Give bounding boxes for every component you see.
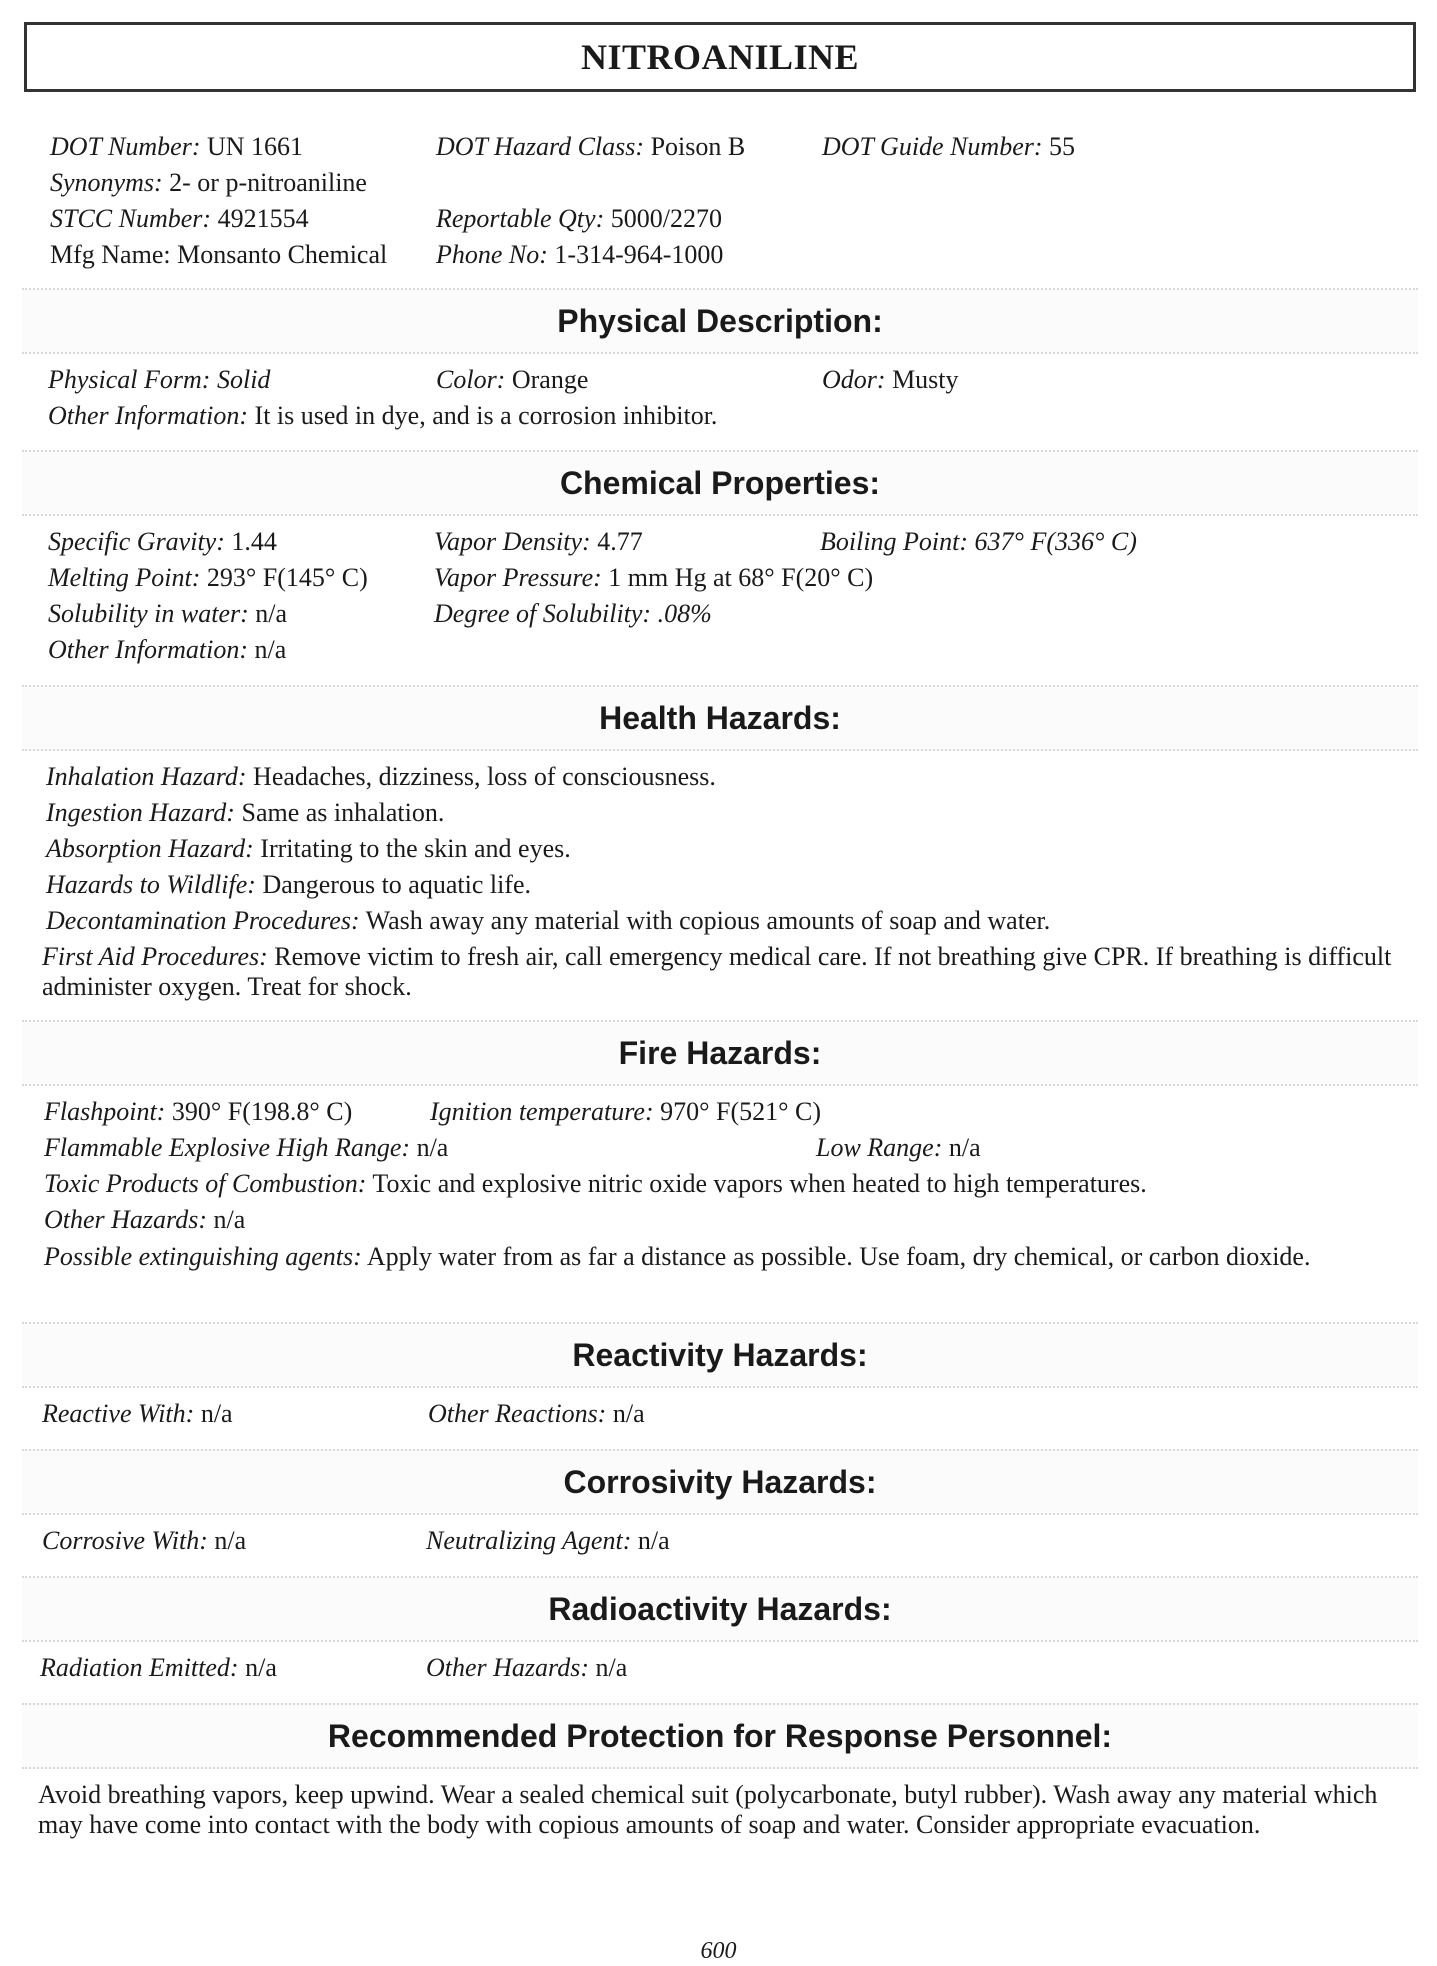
- toxic-products-of-combustion: Toxic Products of Combustion: Toxic and explosive nitric oxide vapors when heated to high temperatures.: [44, 1169, 1147, 1198]
- physical-form: Physical Form: Solid: [48, 365, 271, 394]
- hazards-to-wildlife: Hazards to Wildlife: Dangerous to aquatic life.: [46, 870, 532, 899]
- dot-hazard-class: DOT Hazard Class: Poison B: [436, 132, 746, 161]
- possible-extinguishing-agents: Possible extinguishing agents: Apply water from as far a distance as possible. Use foam, dry chemical, or carbon dioxide.: [44, 1242, 1311, 1271]
- ignition-temperature: Ignition temperature: 970° F(521° C): [430, 1097, 822, 1126]
- first-aid-procedures: First Aid Procedures: Remove victim to fresh air, call emergency medical care. If not breathing give CPR. If breathing is difficult administer oxygen. Treat for shock.: [42, 942, 1392, 1001]
- reactivity-row: [0, 1397, 1437, 1431]
- ingestion-hazard: Ingestion Hazard: Same as inhalation.: [46, 798, 445, 827]
- radiation-emitted: Radiation Emitted: n/a: [40, 1653, 277, 1682]
- health-hazards-heading: Health Hazards:: [22, 685, 1418, 751]
- recommended-protection-text: Avoid breathing vapors, keep upwind. Wear a sealed chemical suit (polycarbonate, butyl rubber). Wash away any material which may have come into contact with the body with copious amounts of soap and water. Consider appropriate evacuation.: [38, 1780, 1378, 1839]
- physical-row-2: [0, 399, 1437, 433]
- fire-other-hazards: Other Hazards: n/a: [44, 1205, 246, 1234]
- flashpoint: Flashpoint: 390° F(198.8° C): [44, 1097, 353, 1126]
- health-row-2: [0, 796, 1437, 830]
- flammable-explosive-high-range: Flammable Explosive High Range: n/a: [44, 1133, 449, 1162]
- inhalation-hazard: Inhalation Hazard: Headaches, dizziness, loss of consciousness.: [46, 762, 716, 791]
- decontamination-procedures: Decontamination Procedures: Wash away any material with copious amounts of soap and water.: [46, 906, 1051, 935]
- reactive-with: Reactive With: n/a: [42, 1399, 233, 1428]
- page-title: NITROANILINE: [580, 37, 860, 77]
- fire-row-3: [0, 1167, 1437, 1201]
- stcc-number: STCC Number: 4921554: [50, 204, 309, 233]
- physical-row-1: [0, 363, 1437, 397]
- chemical-row-2: [0, 561, 1437, 595]
- info-row-4: [0, 238, 1437, 272]
- fire-row-1: [0, 1095, 1437, 1129]
- corrosivity-row: [0, 1524, 1437, 1558]
- absorption-hazard: Absorption Hazard: Irritating to the skin and eyes.: [46, 834, 571, 863]
- dot-number: DOT Number: UN 1661: [50, 132, 304, 161]
- title-box: [24, 22, 1416, 92]
- other-reactions: Other Reactions: n/a: [428, 1399, 645, 1428]
- health-row-3: [0, 832, 1437, 866]
- chemical-properties-heading: Chemical Properties:: [22, 450, 1418, 516]
- chemical-row-1: [0, 525, 1437, 559]
- neutralizing-agent: Neutralizing Agent: n/a: [426, 1526, 670, 1555]
- dot-guide-number: DOT Guide Number: 55: [822, 132, 1076, 161]
- health-row-4: [0, 868, 1437, 902]
- degree-of-solubility: Degree of Solubility: .08%: [434, 599, 712, 628]
- fire-hazards-heading: Fire Hazards:: [22, 1020, 1418, 1086]
- phone-no: Phone No: 1-314-964-1000: [436, 240, 724, 269]
- chemical-other-information: Other Information: n/a: [48, 635, 287, 664]
- radioactivity-hazards-heading: Radioactivity Hazards:: [22, 1576, 1418, 1642]
- radioactivity-other-hazards: Other Hazards: n/a: [426, 1653, 628, 1682]
- health-row-5: [0, 904, 1437, 938]
- info-row-1: [0, 130, 1437, 164]
- page-number: 600: [700, 1938, 737, 1964]
- info-row-3: [0, 202, 1437, 236]
- specific-gravity: Specific Gravity: 1.44: [48, 527, 277, 556]
- fire-row-4: [0, 1203, 1437, 1237]
- reportable-qty: Reportable Qty: 5000/2270: [436, 204, 722, 233]
- melting-point: Melting Point: 293° F(145° C): [48, 563, 368, 592]
- color: Color: Orange: [436, 365, 589, 394]
- corrosivity-hazards-heading: Corrosivity Hazards:: [22, 1449, 1418, 1515]
- corrosive-with: Corrosive With: n/a: [42, 1526, 247, 1555]
- fire-row-2: [0, 1131, 1437, 1165]
- radioactivity-row: [0, 1651, 1437, 1685]
- chemical-row-3: [0, 597, 1437, 631]
- physical-other-information: Other Information: It is used in dye, and is a corrosion inhibitor.: [48, 401, 718, 430]
- solubility-in-water: Solubility in water: n/a: [48, 599, 288, 628]
- info-row-2: [0, 166, 1437, 200]
- physical-description-heading: Physical Description:: [22, 288, 1418, 354]
- synonyms: Synonyms: 2- or p-nitroaniline: [50, 168, 367, 197]
- odor: Odor: Musty: [822, 365, 959, 394]
- chemical-row-4: [0, 633, 1437, 667]
- vapor-pressure: Vapor Pressure: 1 mm Hg at 68° F(20° C): [434, 563, 874, 592]
- low-range: Low Range: n/a: [816, 1133, 981, 1162]
- vapor-density: Vapor Density: 4.77: [434, 527, 643, 556]
- reactivity-hazards-heading: Reactivity Hazards:: [22, 1322, 1418, 1388]
- mfg-name: Mfg Name: Monsanto Chemical: [50, 240, 388, 269]
- recommended-protection-heading: Recommended Protection for Response Personnel:: [22, 1703, 1418, 1769]
- health-row-1: [0, 760, 1437, 794]
- boiling-point: Boiling Point: 637° F(336° C): [820, 527, 1137, 556]
